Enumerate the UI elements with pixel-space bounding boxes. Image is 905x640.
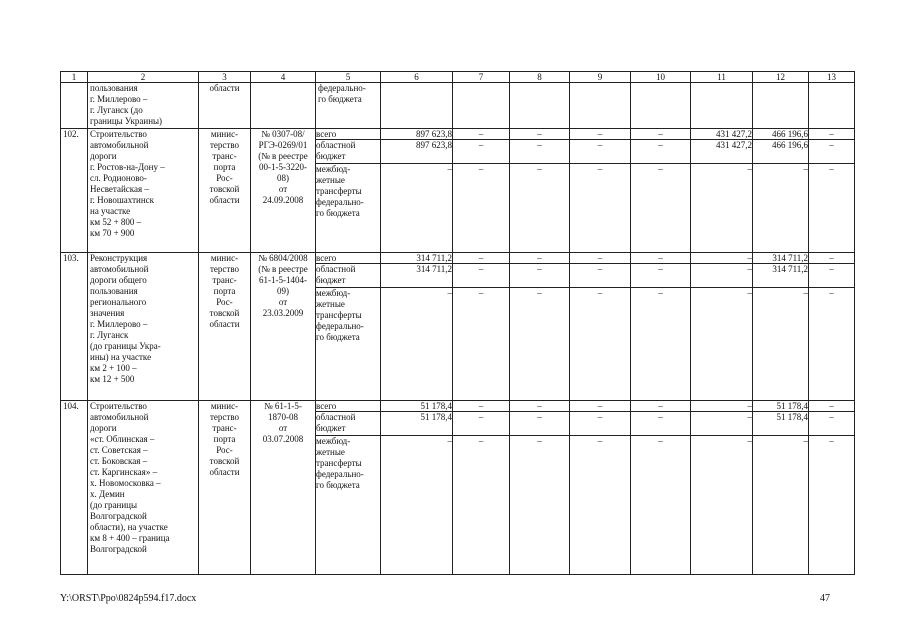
amount-value: – — [510, 253, 570, 264]
amount-value: – — [537, 164, 542, 174]
budget-table — [60, 71, 855, 575]
funding-source-label: всего — [316, 401, 381, 412]
amount-value: – — [631, 129, 691, 140]
amount-cell-col13 — [809, 253, 855, 401]
amount-cell-col10 — [631, 401, 691, 575]
empty-cell — [381, 83, 453, 129]
amount-value: – — [658, 436, 663, 446]
amount-cell-col8 — [510, 401, 570, 575]
amount-value: – — [829, 288, 834, 298]
col-header-13: 13 — [809, 72, 855, 83]
funding-source-label: областной бюджет — [316, 412, 381, 436]
amount-value: 51 178,4 — [753, 412, 809, 436]
amount-value: – — [803, 164, 808, 174]
amount-value: – — [570, 253, 631, 264]
amount-cell-col6 — [381, 129, 453, 253]
funding-source-cell — [316, 129, 381, 253]
amount-value: 897 623,8 — [381, 140, 453, 164]
row-number: 104. — [61, 401, 88, 575]
col-header-5: 5 — [316, 72, 381, 83]
amount-value: – — [631, 253, 691, 264]
customer-org: минис- терство транс- порта Рос- товской области — [199, 253, 251, 401]
col-header-7: 7 — [453, 72, 510, 83]
empty-cell — [570, 83, 631, 129]
project-name: Строительство автомобильной дороги г. Ростов-на-Дону – сл. Родионово- Несветайская – г. Новошахтинск на участке км 52 + 800 – км 70 + 900 — [88, 129, 199, 253]
amount-value: – — [809, 401, 855, 412]
amount-value: – — [803, 288, 808, 298]
amount-value: – — [631, 412, 691, 436]
amount-cell-col11 — [691, 401, 753, 575]
continuation-source: федерально- го бюджета — [316, 83, 381, 129]
amount-cell-col10 — [631, 129, 691, 253]
continuation-org: области — [199, 83, 251, 129]
expertise-document: № 61-1-5- 1870-08 от 03.07.2008 — [251, 401, 316, 575]
amount-value: – — [829, 436, 834, 446]
amount-value: – — [478, 436, 484, 446]
amount-cell-col7 — [453, 401, 510, 575]
amount-value: 51 178,4 — [753, 401, 809, 412]
amount-value: – — [631, 401, 691, 412]
amount-cell-col13 — [809, 401, 855, 575]
amount-value: – — [453, 253, 510, 264]
amount-value: – — [453, 412, 510, 436]
empty-cell — [753, 83, 809, 129]
continuation-row — [61, 83, 855, 129]
row-number: 103. — [61, 253, 88, 401]
funding-source-label: всего — [316, 253, 381, 264]
continuation-doc — [251, 83, 316, 129]
amount-value: – — [478, 288, 484, 298]
amount-value: – — [809, 253, 855, 264]
amount-value: – — [447, 436, 452, 446]
amount-value: 897 623,8 — [381, 129, 453, 140]
funding-source-label: межбюд- жетные трансферты федерально- го бюджета — [316, 288, 364, 342]
amount-value: – — [570, 129, 631, 140]
amount-value: 314 711,2 — [381, 253, 453, 264]
col-header-9: 9 — [570, 72, 631, 83]
amount-cell-col7 — [453, 129, 510, 253]
amount-value: – — [510, 129, 570, 140]
amount-value: – — [809, 140, 855, 164]
amount-value: – — [747, 436, 752, 446]
continuation-num — [61, 83, 88, 129]
amount-value: 314 711,2 — [381, 264, 453, 288]
amount-cell-col11 — [691, 253, 753, 401]
amount-value: 431 427,2 — [691, 129, 753, 140]
col-header-11: 11 — [691, 72, 753, 83]
project-name: Реконструкция автомобильной дороги общего пользования регионального значения г. Миллерово – г. Луганск (до границы Укра- ины) на участке км 2 + 100 – км 12 + 500 — [88, 253, 199, 401]
amount-cell-col10 — [631, 253, 691, 401]
project-row — [61, 129, 855, 253]
amount-value: – — [537, 436, 542, 446]
amount-value: – — [597, 164, 603, 174]
column-number-row — [61, 72, 855, 83]
amount-value: – — [597, 288, 603, 298]
funding-source-label: областной бюджет — [316, 264, 381, 288]
amount-value: – — [453, 401, 510, 412]
amount-value: – — [597, 436, 603, 446]
empty-cell — [691, 83, 753, 129]
amount-cell-col6 — [381, 253, 453, 401]
col-header-12: 12 — [753, 72, 809, 83]
amount-value: – — [510, 401, 570, 412]
footer-page-number: 47 — [820, 593, 830, 604]
amount-value: – — [447, 164, 452, 174]
amount-value: 51 178,4 — [381, 412, 453, 436]
continuation-name: пользования г. Миллерово – г. Луганск (до границы Украины) — [88, 83, 199, 129]
empty-cell — [453, 83, 510, 129]
amount-value: – — [658, 164, 663, 174]
amount-value: – — [537, 288, 542, 298]
project-row — [61, 401, 855, 575]
amount-value: 314 711,2 — [753, 264, 809, 288]
amount-value: – — [803, 436, 808, 446]
col-header-1: 1 — [61, 72, 88, 83]
amount-value: – — [510, 264, 570, 288]
amount-value: – — [809, 412, 855, 436]
col-header-6: 6 — [381, 72, 453, 83]
amount-value: – — [829, 164, 834, 174]
amount-value: – — [510, 140, 570, 164]
amount-value: – — [747, 164, 752, 174]
amount-cell-col6 — [381, 401, 453, 575]
expertise-document: № 6804/2008 (№ в реестре 61-1-5-1404- 09) от 23.03.2009 — [251, 253, 316, 401]
amount-value: – — [570, 412, 631, 436]
funding-source-cell — [316, 401, 381, 575]
funding-source-label: всего — [316, 129, 381, 140]
empty-cell — [631, 83, 691, 129]
amount-cell-col7 — [453, 253, 510, 401]
amount-value: – — [809, 264, 855, 288]
empty-cell — [510, 83, 570, 129]
amount-cell-col12 — [753, 253, 809, 401]
amount-cell-col9 — [570, 253, 631, 401]
amount-value: – — [691, 401, 753, 412]
customer-org: минис- терство транс- порта Рос- товской области — [199, 401, 251, 575]
amount-value: 314 711,2 — [753, 253, 809, 264]
amount-value: – — [570, 401, 631, 412]
amount-value: – — [691, 412, 753, 436]
amount-value: – — [691, 253, 753, 264]
amount-value: – — [453, 129, 510, 140]
amount-cell-col8 — [510, 129, 570, 253]
amount-value: 51 178,4 — [381, 401, 453, 412]
amount-value: – — [631, 264, 691, 288]
table-body — [61, 72, 855, 575]
amount-value: – — [478, 164, 484, 174]
row-number: 102. — [61, 129, 88, 253]
amount-value: – — [510, 412, 570, 436]
amount-value: – — [570, 264, 631, 288]
amount-value: 466 196,6 — [753, 129, 809, 140]
amount-value: – — [809, 129, 855, 140]
footer-file-path: Y:\ORST\Ppo\0824p594.f17.docx — [60, 593, 197, 604]
funding-source-label: межбюд- жетные трансферты федерально- го бюджета — [316, 164, 364, 218]
amount-value: – — [747, 288, 752, 298]
expertise-document: № 0307-08/ РГЭ-0269/01 (№ в реестре 00-1-5-3220- 08) от 24.09.2008 — [251, 129, 316, 253]
amount-value: 466 196,6 — [753, 140, 809, 164]
funding-source-label: областной бюджет — [316, 140, 381, 164]
funding-source-label: межбюд- жетные трансферты федерально- го бюджета — [316, 436, 364, 490]
amount-cell-col9 — [570, 129, 631, 253]
project-name: Строительство автомобильной дороги «ст. Облинская – ст. Советская – ст. Боковская – ст. Каргинская» – х. Новомосковка – х. Демин (до границы Волгоградской области), на участке км 8 + 400 – граница Волгоградской — [88, 401, 199, 575]
empty-cell — [809, 83, 855, 129]
amount-cell-col9 — [570, 401, 631, 575]
amount-cell-col12 — [753, 401, 809, 575]
project-row — [61, 253, 855, 401]
amount-value: – — [453, 264, 510, 288]
amount-value: 431 427,2 — [691, 140, 753, 164]
amount-cell-col11 — [691, 129, 753, 253]
amount-cell-col13 — [809, 129, 855, 253]
col-header-8: 8 — [510, 72, 570, 83]
amount-value: – — [631, 140, 691, 164]
amount-value: – — [570, 140, 631, 164]
col-header-3: 3 — [199, 72, 251, 83]
col-header-10: 10 — [631, 72, 691, 83]
col-header-2: 2 — [88, 72, 199, 83]
funding-source-cell — [316, 253, 381, 401]
amount-value: – — [658, 288, 663, 298]
col-header-4: 4 — [251, 72, 316, 83]
amount-value: – — [453, 140, 510, 164]
amount-cell-col8 — [510, 253, 570, 401]
amount-cell-col12 — [753, 129, 809, 253]
customer-org: минис- терство транс- порта Рос- товской области — [199, 129, 251, 253]
amount-value: – — [447, 288, 452, 298]
amount-value: – — [691, 264, 753, 288]
